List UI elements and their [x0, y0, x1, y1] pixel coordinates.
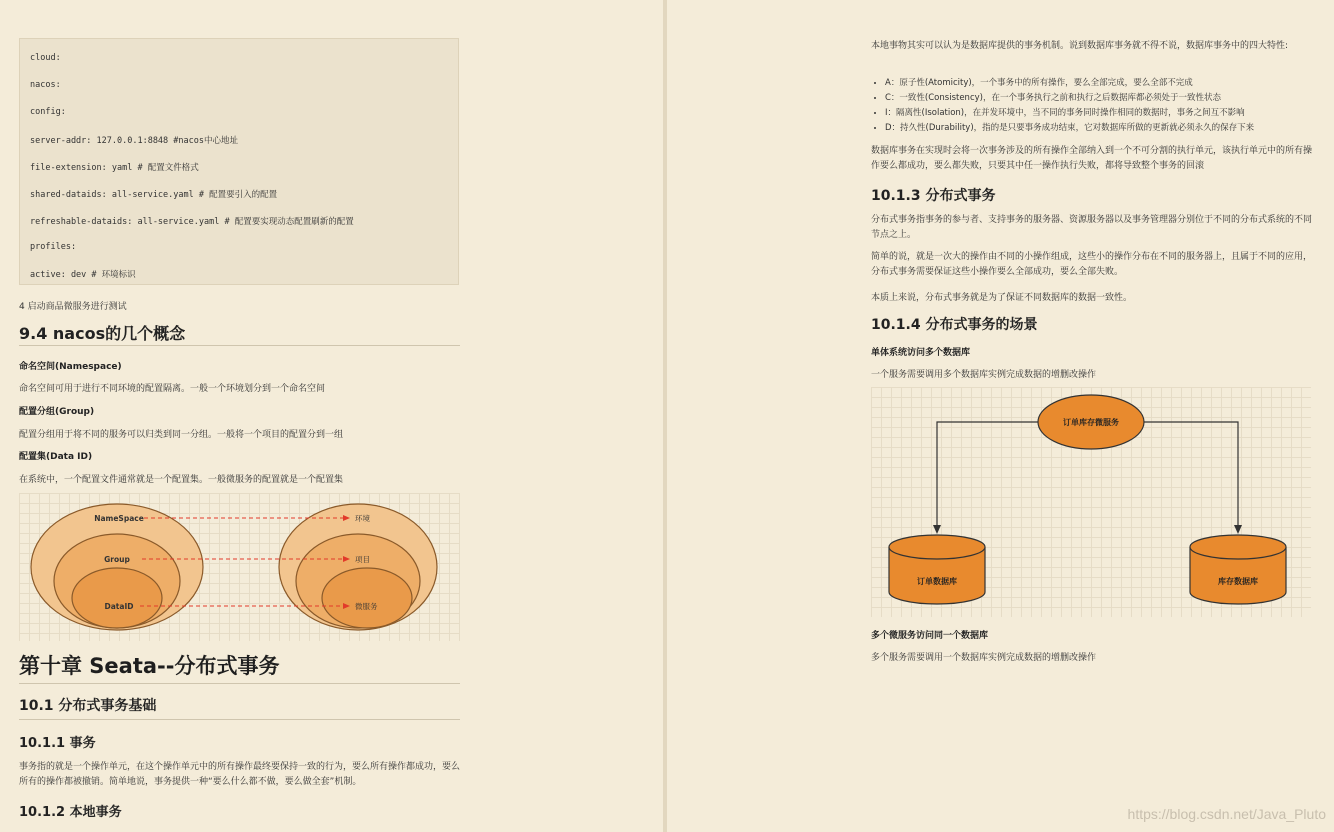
- right-page: [667, 0, 1334, 832]
- heading-rule: [19, 719, 460, 720]
- step-text: 4 启动商品微服务进行测试: [19, 302, 127, 312]
- dist-tx-text-1: 分布式事务指事务的参与者、支持事务的服务器、资源服务器以及事务管理器分别位于不同的分布式系统的不同节点之上。: [871, 215, 1313, 240]
- acid-item: • D：持久性(Durability)，指的是只要事务成功结束，它对数据库所做的更新就必须永久的保存下来: [885, 121, 1254, 136]
- dataid-ellipse: [72, 568, 162, 628]
- heading-rule: [19, 345, 460, 346]
- code-line: profiles:: [30, 242, 77, 252]
- nacos-concept-diagram: [19, 493, 460, 641]
- scenario2-title: 多个微服务访问同一个数据库: [871, 631, 989, 641]
- label-project: 项目: [355, 555, 370, 564]
- subsection-heading: 10.1.1 事务: [19, 736, 96, 751]
- code-line: config:: [30, 107, 66, 117]
- section-heading: 10.1.4 分布式事务的场景: [871, 317, 1038, 333]
- db2-label: 库存数据库: [1218, 577, 1258, 586]
- db1-top: [889, 535, 985, 559]
- dataid-text: 在系统中，一个配置文件通常就是一个配置集。一般微服务的配置就是一个配置集: [19, 475, 344, 485]
- group-text: 配置分组用于将不同的服务可以归类到同一分组。一般将一个项目的配置分到一组: [19, 430, 344, 440]
- chapter-rule: [19, 683, 460, 684]
- code-line: active: dev # 环境标识: [30, 270, 136, 280]
- scenario1-text: 一个服务需要调用多个数据库实例完成数据的增删改操作: [871, 370, 1097, 380]
- label-namespace: NameSpace: [94, 514, 144, 523]
- label-group: Group: [104, 555, 130, 564]
- service-ellipse: [322, 568, 412, 628]
- acid-item: • A：原子性(Atomicity)，一个事务中的所有操作，要么全部完成，要么全部不完成: [885, 76, 1254, 91]
- code-line: cloud:: [30, 53, 61, 63]
- yaml-code-block: [19, 38, 459, 285]
- label-env: 环境: [355, 514, 370, 523]
- subsection-heading: 10.1.2 本地事务: [19, 805, 122, 820]
- acid-item: • I：隔离性(Isolation)，在并发环境中，当不同的事务同时操作相同的数据时，事务之间互不影响: [885, 106, 1254, 121]
- label-microservice: 微服务: [355, 602, 378, 611]
- code-line: server-addr: 127.0.0.1:8848 #nacos中心地址: [30, 136, 238, 146]
- left-page: [0, 0, 663, 832]
- service-label: 订单库存微服务: [1063, 418, 1119, 427]
- label-dataid: DataID: [104, 602, 134, 611]
- watermark: https://blog.csdn.net/Java_Pluto: [1127, 806, 1326, 822]
- scenario2-text: 多个服务需要调用一个数据库实例完成数据的增删改操作: [871, 653, 1097, 663]
- transaction-text: 事务指的就是一个操作单元，在这个操作单元中的所有操作最终要保持一致的行为，要么所有操作都成功，要么所有的操作都被撤销。简单地说，事务提供一种“要么什么都不做，要么做全套”机制。: [19, 762, 461, 787]
- scenario1-title: 单体系统访问多个数据库: [871, 348, 971, 358]
- acid-item: • C：一致性(Consistency)，在一个事务执行之前和执行之后数据库都必须处于一致性状态: [885, 91, 1254, 106]
- namespace-text: 命名空间可用于进行不同环境的配置隔离。一般一个环境划分到一个命名空间: [19, 384, 326, 394]
- section-heading: 10.1 分布式事务基础: [19, 698, 157, 714]
- scenario1-diagram: [871, 387, 1311, 617]
- dist-tx-text-3: 本质上来说，分布式事务就是为了保证不同数据库的数据一致性。: [871, 293, 1133, 303]
- group-title: 配置分组(Group): [19, 407, 95, 417]
- section-heading: 9.4 nacos的几个概念: [19, 324, 186, 343]
- code-line: nacos:: [30, 80, 61, 90]
- dataid-title: 配置集(Data ID): [19, 452, 93, 462]
- db2-top: [1190, 535, 1286, 559]
- code-line: file-extension: yaml # 配置文件格式: [30, 163, 199, 173]
- namespace-title: 命名空间(Namespace): [19, 362, 122, 372]
- chapter-title: 第十章 Seata--分布式事务: [19, 654, 280, 678]
- acid-list: [871, 76, 1254, 136]
- db-tx-impl-text: 数据库事务在实现时会将一次事务涉及的所有操作全部纳入到一个不可分割的执行单元，该执行单元中的所有操作要么都成功，要么都失败，只要其中任一操作执行失败，都将导致整个事务的回滚: [871, 146, 1313, 171]
- section-heading: 10.1.3 分布式事务: [871, 188, 996, 204]
- dist-tx-text-2: 简单的说，就是一次大的操作由不同的小操作组成，这些小的操作分布在不同的服务器上，且属于不同的应用，分布式事务需要保证这些小操作要么全部成功，要么全部失败。: [871, 252, 1313, 277]
- local-tx-intro: 本地事物其实可以认为是数据库提供的事务机制。说到数据库事务就不得不说，数据库事务中的四大特性:: [871, 41, 1289, 51]
- code-line: shared-dataids: all-service.yaml # 配置要引入的配置: [30, 190, 278, 200]
- db1-label: 订单数据库: [917, 577, 957, 586]
- code-line: refreshable-dataids: all-service.yaml # 配置要实现动态配置刷新的配置: [30, 217, 354, 227]
